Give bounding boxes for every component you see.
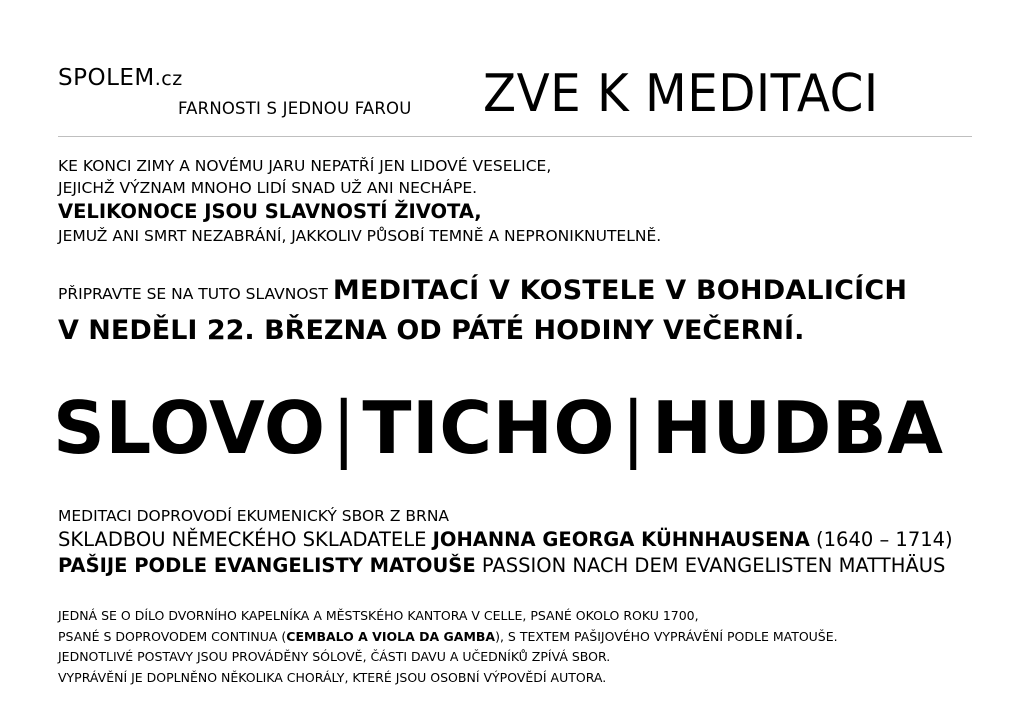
slogan-word-hudba: HUDBA: [651, 386, 944, 470]
brand-tagline: FARNOSTI S JEDNOU FAROU: [178, 99, 412, 118]
notes-line-4: VYPRÁVĚNÍ JE DOPLNĚNO NĚKOLIKA CHORÁLY, KTERÉ JSOU OSOBNÍ VÝPOVĚDÍ AUTORA.: [58, 669, 607, 685]
invitation-event: MEDITACÍ V KOSTELE V BOHDALICÍCH: [332, 275, 908, 306]
notes-line-2-end: ), S TEXTEM PAŠIJOVÉHO VYPRÁVĚNÍ PODLE MATOUŠE.: [495, 628, 838, 644]
brand-domain: .cz: [154, 68, 183, 90]
invitation-date: V NEDĚLI 22. BŘEZNA OD PÁTÉ HODINY VEČERNÍ.: [58, 315, 805, 346]
brand-name: SPOLEM: [58, 65, 155, 91]
intro-paragraph: [58, 155, 661, 247]
choir-line: MEDITACI DOPROVODÍ EKUMENICKÝ SBOR Z BRNA: [58, 507, 450, 525]
slogan: [53, 380, 943, 476]
slogan-separator: |: [621, 386, 646, 470]
composition-intro: SKLADBOU NĚMECKÉHO SKLADATELE: [58, 528, 427, 551]
composer-name: JOHANNA GEORGA KÜHNHAUSENA: [432, 528, 810, 551]
slogan-word-ticho: TICHO: [362, 386, 616, 470]
notes-line-1: JEDNÁ SE O DÍLO DVORNÍHO KAPELNÍKA A MĚSTSKÉHO KANTORA V CELLE, PSANÉ OKOLO ROKU 1700,: [58, 608, 699, 623]
slogan-separator: |: [331, 386, 357, 470]
work-title: PAŠIJE PODLE EVANGELISTY MATOUŠE: [58, 554, 476, 577]
notes-paragraph: [58, 606, 838, 688]
intro-line-3: JEMUŽ ANI SMRT NEZABRÁNÍ, JAKKOLIV PŮSOBÍ TEMNĚ A NEPRONIKNUTELNĚ.: [58, 227, 662, 245]
slogan-word-slovo: SLOVO: [53, 386, 326, 470]
intro-line-1: KE KONCI ZIMY A NOVÉMU JARU NEPATŘÍ JEN LIDOVÉ VESELICE,: [58, 157, 552, 175]
brand-logo: [58, 64, 183, 93]
composer-years: (1640 – 1714): [816, 528, 953, 551]
invitation-block: [58, 271, 907, 351]
intro-emphasis: VELIKONOCE JSOU SLAVNOSTÍ ŽIVOTA,: [58, 200, 482, 223]
notes-line-3: JEDNOTLIVÉ POSTAVY JSOU PROVÁDĚNY SÓLOVĚ, ČÁSTI DAVU A UČEDNÍKŮ ZPÍVÁ SBOR.: [58, 649, 611, 664]
intro-line-2: JEJICHŽ VÝZNAM MNOHO LIDÍ SNAD UŽ ANI NECHÁPE.: [58, 179, 478, 197]
choir-info: [58, 505, 953, 579]
invitation-lead: PŘIPRAVTE SE NA TUTO SLAVNOST: [58, 285, 328, 303]
page-title: ZVE K MEDITACI: [483, 64, 879, 124]
notes-instruments: CEMBALO A VIOLA DA GAMBA: [286, 628, 496, 644]
notes-line-2-start: PSANÉ S DOPROVODEM CONTINUA (: [58, 628, 287, 644]
work-title-german: PASSION NACH DEM EVANGELISTEN MATTHÄUS: [481, 554, 946, 577]
header-divider: [58, 136, 972, 137]
